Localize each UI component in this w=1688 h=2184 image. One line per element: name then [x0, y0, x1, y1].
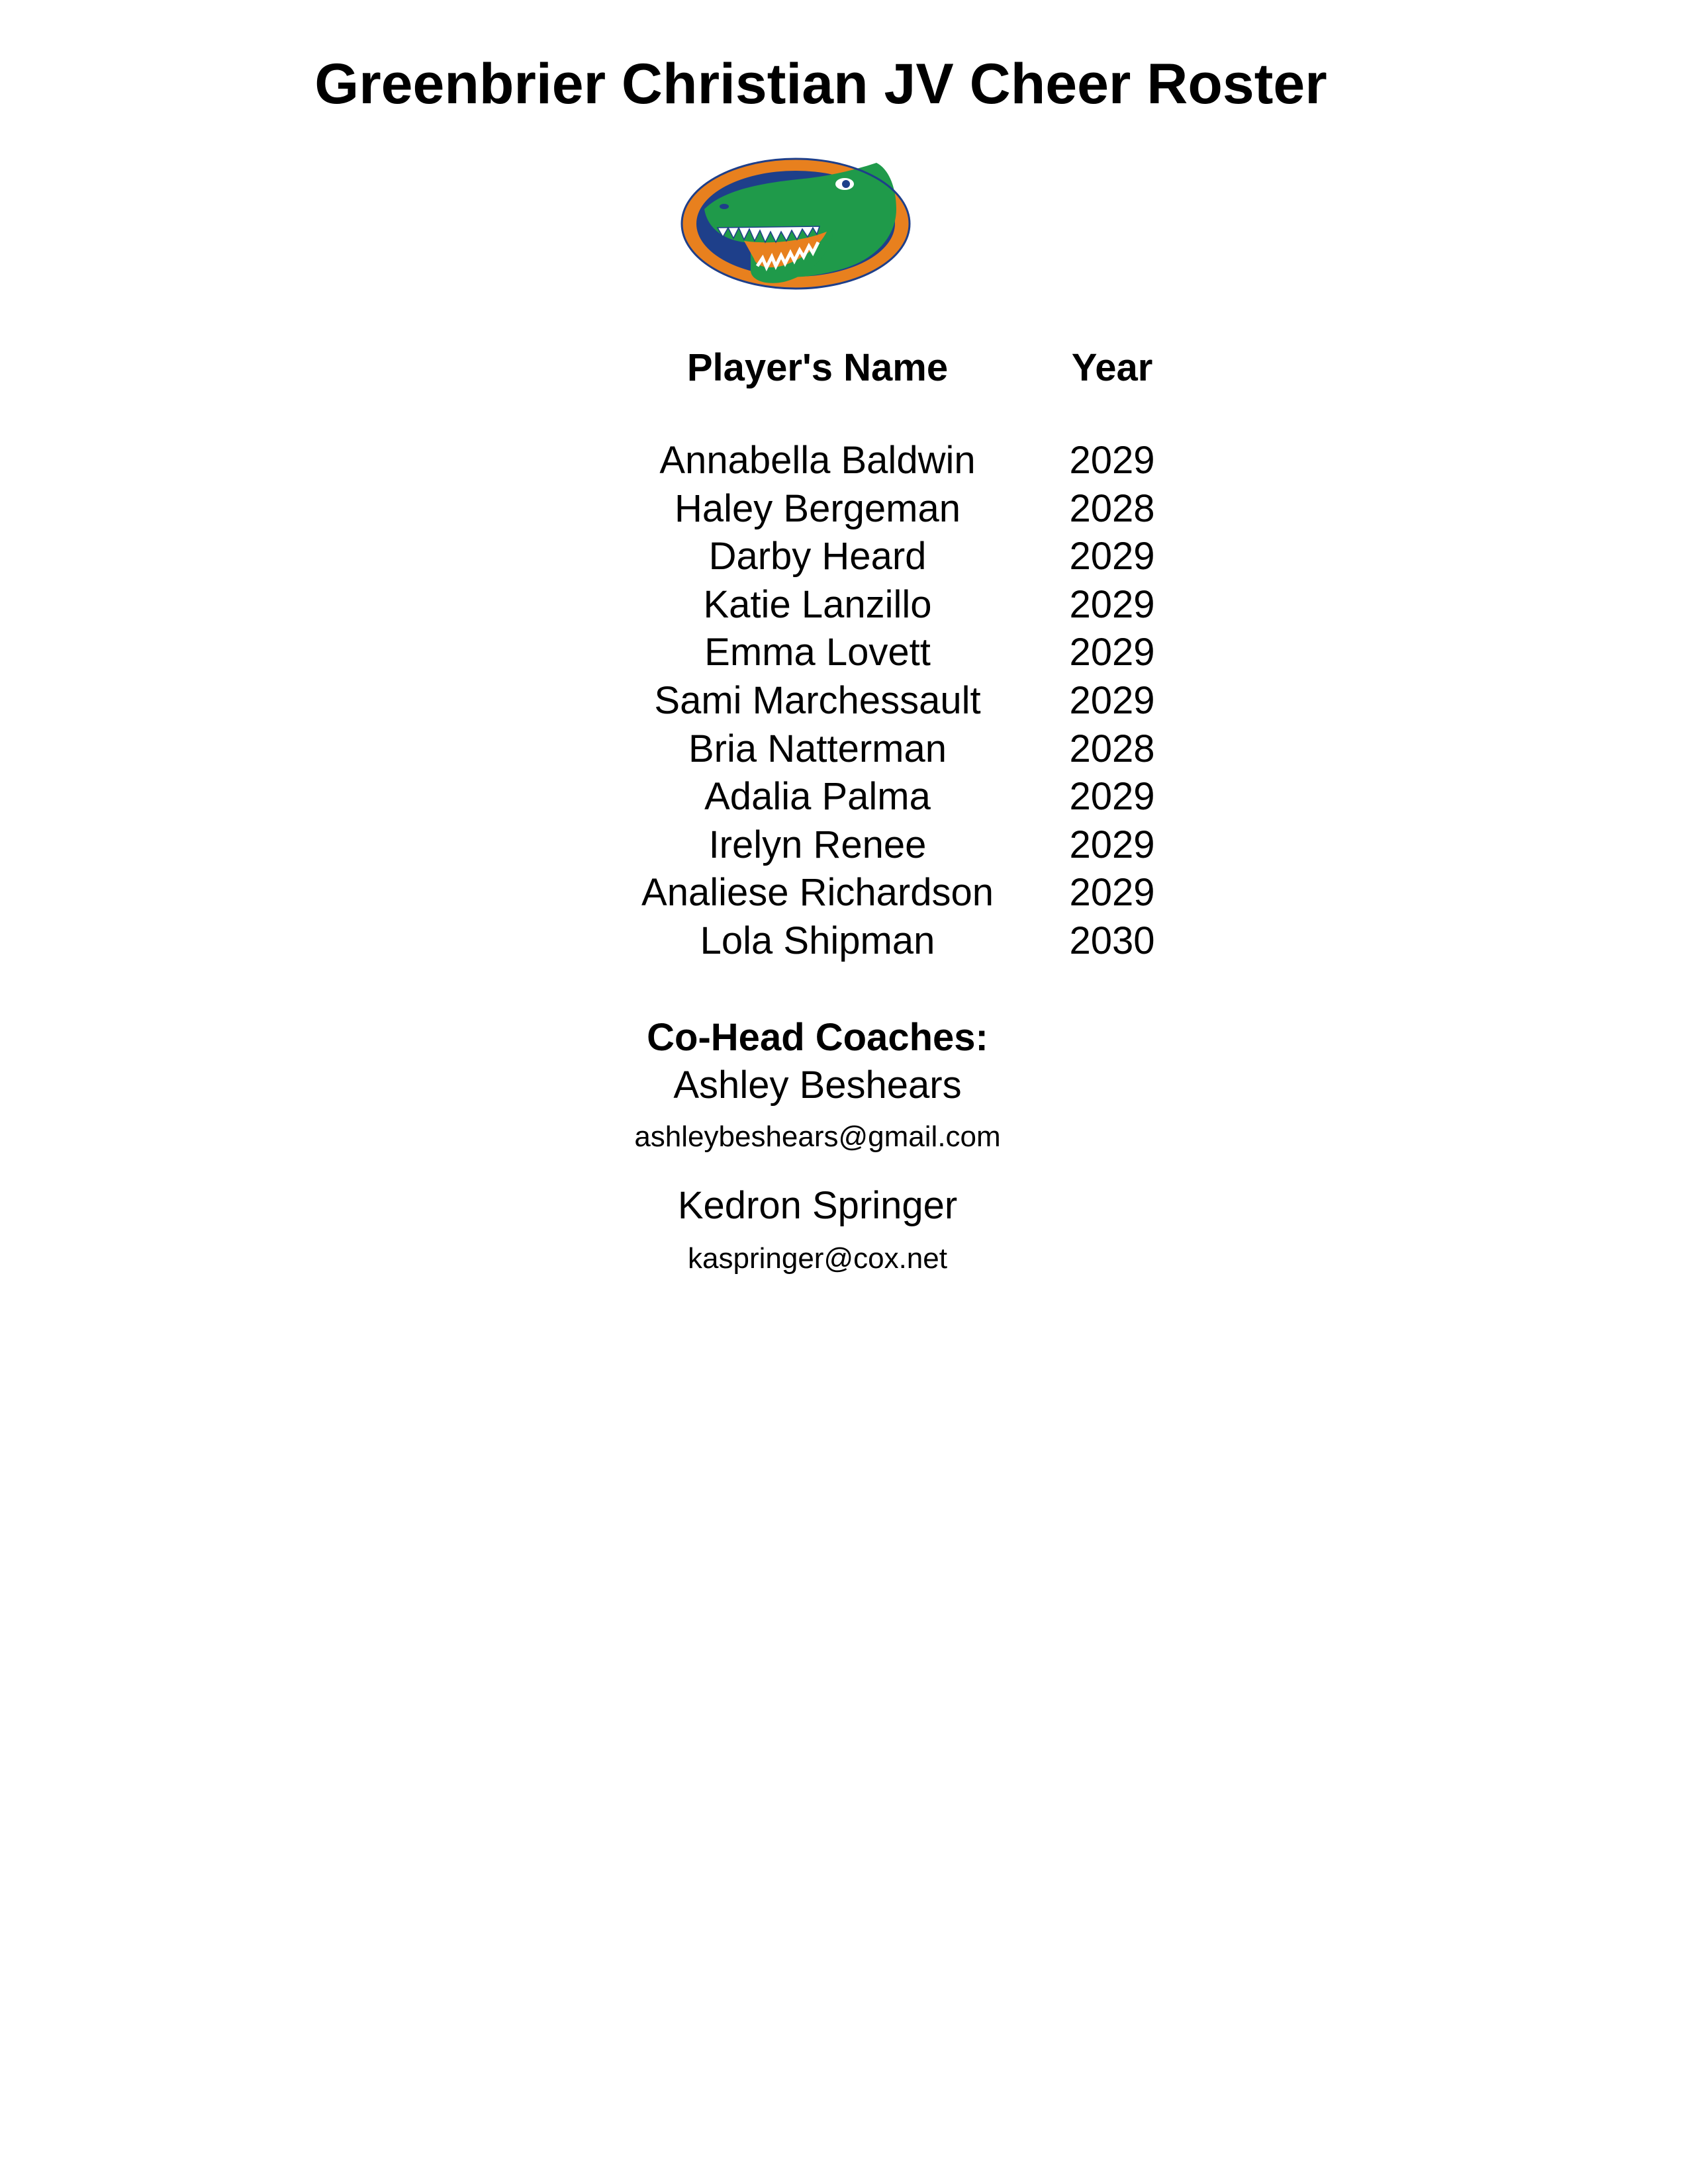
player-year: 2029 [1069, 631, 1155, 674]
player-year: 2028 [1069, 486, 1155, 530]
player-year: 2029 [1069, 775, 1155, 819]
table-row [0, 581, 1688, 629]
table-row [0, 917, 1688, 966]
coach-email: kaspringer@cox.net [688, 1242, 947, 1275]
player-name: Adalia Palma [704, 775, 931, 819]
table-row [0, 629, 1688, 677]
player-year: 2030 [1069, 919, 1155, 962]
player-year: 2029 [1069, 582, 1155, 626]
table-row [0, 773, 1688, 821]
player-name: Irelyn Renee [708, 823, 927, 866]
player-name: Lola Shipman [700, 919, 935, 962]
player-year: 2028 [1069, 727, 1155, 770]
player-name: Haley Bergeman [675, 486, 961, 530]
player-year: 2029 [1069, 871, 1155, 915]
table-row [0, 677, 1688, 725]
player-name: Katie Lanzillo [703, 582, 932, 626]
roster-list [0, 437, 1688, 966]
table-row [0, 533, 1688, 581]
player-name: Annabella Baldwin [659, 439, 976, 482]
table-row [0, 725, 1688, 774]
column-header-name: Player's Name [686, 346, 949, 389]
player-name: Darby Heard [708, 535, 927, 578]
table-row [0, 869, 1688, 917]
page-title: Greenbrier Christian JV Cheer Roster [314, 52, 1327, 116]
table-row [0, 821, 1688, 870]
player-name: Emma Lovett [704, 631, 931, 674]
player-name: Bria Natterman [688, 727, 947, 770]
coaches-heading: Co-Head Coaches: [647, 1016, 988, 1059]
player-year: 2029 [1069, 823, 1155, 866]
player-year: 2029 [1069, 439, 1155, 482]
coach-name: Kedron Springer [677, 1184, 958, 1227]
coach-name: Ashley Beshears [673, 1064, 962, 1107]
player-name: Sami Marchessault [654, 678, 981, 722]
player-name: Analiese Richardson [641, 871, 994, 915]
player-year: 2029 [1069, 535, 1155, 578]
column-header-year: Year [1071, 346, 1153, 389]
coach-email: ashleybeshears@gmail.com [634, 1120, 1001, 1153]
player-year: 2029 [1069, 678, 1155, 722]
table-row [0, 437, 1688, 485]
table-row [0, 485, 1688, 533]
gator-head-logo-icon [678, 150, 914, 295]
